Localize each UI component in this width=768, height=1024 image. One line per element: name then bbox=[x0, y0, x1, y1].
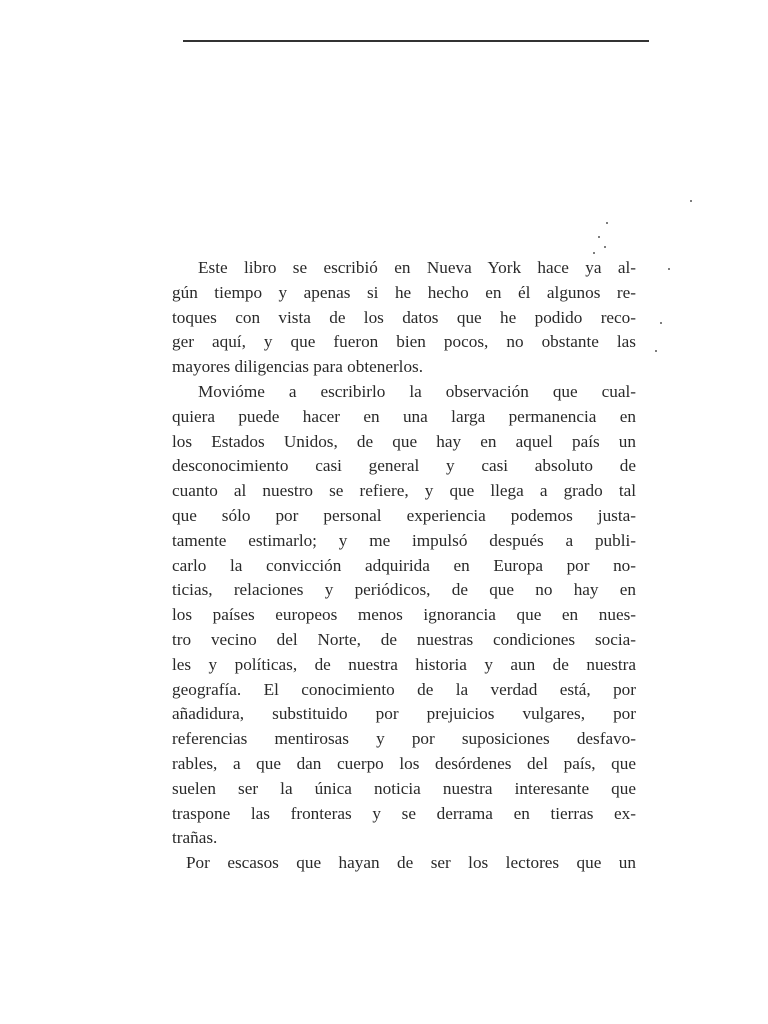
scan-speck bbox=[660, 322, 662, 324]
scan-speck bbox=[668, 268, 670, 270]
scan-speck bbox=[604, 246, 606, 248]
text-line: toques con vista de los datos que he podido reco- bbox=[172, 307, 636, 327]
text-line: carlo la convicción adquirida en Europa por no- bbox=[172, 555, 636, 575]
text-line: les y políticas, de nuestra historia y aun de nuestra bbox=[172, 654, 636, 674]
text-line: añadidura, substituido por prejuicios vulgares, por bbox=[172, 704, 636, 724]
text-line: Este libro se escribió en Nueva York hace ya al- bbox=[198, 258, 636, 277]
text-line: Movióme a escribirlo la observación que cual- bbox=[198, 381, 636, 401]
body-text bbox=[172, 256, 636, 876]
text-line: ticias, relaciones y periódicos, de que no hay en bbox=[172, 580, 636, 600]
scan-speck bbox=[655, 350, 657, 352]
text-line: quiera puede hacer en una larga permanencia en bbox=[172, 406, 636, 426]
text-line: mayores diligencias para obtenerlos. bbox=[172, 357, 424, 377]
text-line: cuanto al nuestro se refiere, y que llega a grado tal bbox=[172, 481, 636, 501]
scan-speck bbox=[606, 222, 608, 224]
text-line: que sólo por personal experiencia podemos justa- bbox=[172, 505, 636, 525]
text-line: Por escasos que hayan de ser los lectores que un bbox=[186, 853, 636, 873]
text-line: trañas. bbox=[172, 828, 218, 848]
text-line: ger aquí, y que fueron bien pocos, no obstante las bbox=[172, 332, 636, 352]
scan-speck bbox=[593, 252, 595, 254]
scan-speck bbox=[598, 236, 600, 238]
text-line: tamente estimarlo; y me impulsó después a publi- bbox=[172, 530, 636, 550]
text-line: desconocimiento casi general y casi absoluto de bbox=[172, 456, 636, 476]
text-line: geografía. El conocimiento de la verdad está, por bbox=[172, 679, 636, 699]
text-line: traspone las fronteras y se derrama en tierras ex- bbox=[172, 803, 636, 823]
text-line: referencias mentirosas y por suposiciones desfavo- bbox=[172, 729, 636, 749]
header-rule bbox=[183, 40, 649, 42]
text-line: los países europeos menos ignorancia que en nues- bbox=[172, 605, 636, 625]
text-line: suelen ser la única noticia nuestra interesante que bbox=[172, 778, 636, 798]
text-line: rables, a que dan cuerpo los desórdenes del país, que bbox=[172, 753, 636, 773]
text-line: tro vecino del Norte, de nuestras condiciones socia- bbox=[172, 629, 636, 649]
text-line: los Estados Unidos, de que hay en aquel país un bbox=[172, 431, 636, 451]
text-line: gún tiempo y apenas si he hecho en él algunos re- bbox=[172, 282, 636, 302]
scan-speck bbox=[690, 200, 692, 202]
